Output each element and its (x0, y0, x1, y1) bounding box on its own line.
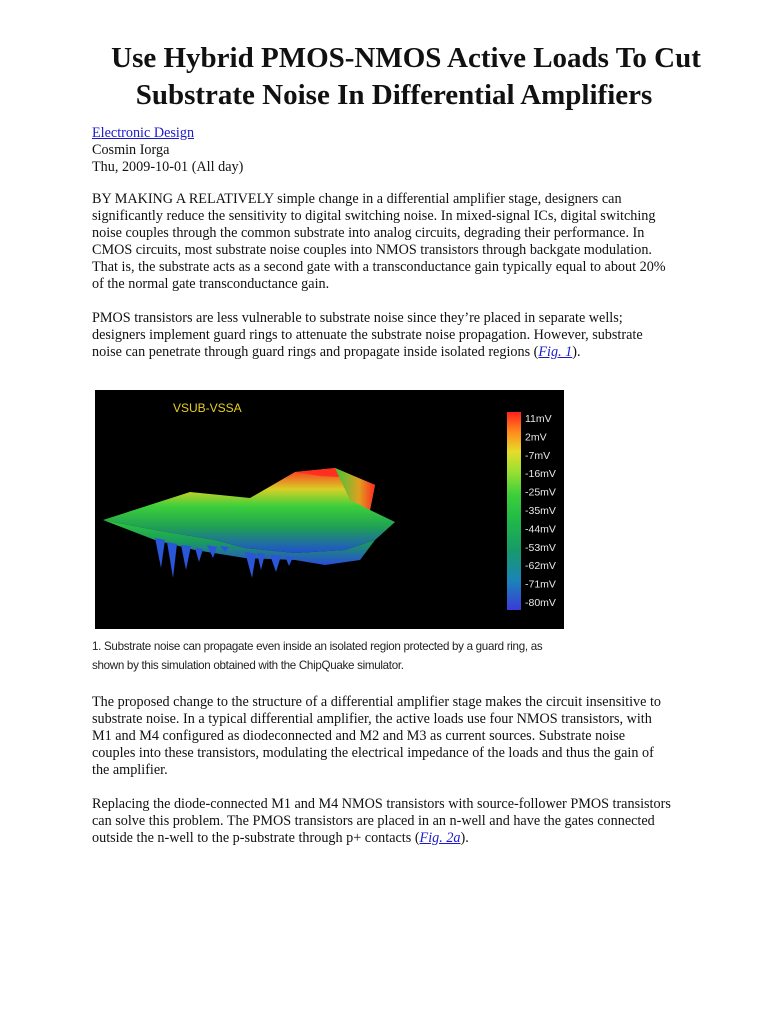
fig-2a-link[interactable]: Fig. 2a (419, 830, 461, 846)
legend-label: -44mV (525, 523, 556, 536)
paragraph-2 (92, 310, 732, 361)
color-legend (507, 412, 556, 610)
legend-label: -71mV (525, 578, 556, 591)
paragraph-4 (92, 796, 732, 847)
figure-1-image (95, 390, 564, 629)
legend-label: -80mV (525, 597, 556, 609)
legend-label: -62mV (525, 560, 556, 573)
paragraph-3: The proposed change to the structure of a differential amplifier stage makes the circuit insensitive to substrate noise. In a typical differential amplifier, the active loads use four NMOS transistors, with M1 and M4 configured as diodeconnected and M2 and M3 as current sources. Substrate noise couples into these transistors, modulating the electrical impedance of the loads and thus the gain of the amplifier. (92, 694, 662, 778)
legend-label: -53mV (525, 541, 556, 554)
article-meta (92, 125, 243, 176)
figure-1-caption: 1. Substrate noise can propagate even inside an isolated region protected by a guard ring, as shown by this simulation obtained with the ChipQuake simulator. (92, 640, 543, 672)
article-title (0, 40, 768, 114)
plot-label: VSUB-VSSA (173, 401, 242, 415)
title-line-2: Substrate Noise In Differential Amplifiers (135, 79, 653, 111)
paragraph-2-end: ). (572, 344, 581, 360)
legend-label: 11mV (525, 413, 552, 425)
legend-label: -16mV (525, 468, 556, 481)
author: Cosmin Iorga (92, 142, 170, 158)
publish-date: Thu, 2009-10-01 (All day) (92, 159, 244, 175)
paragraph-1: BY MAKING A RELATIVELY simple change in a differential amplifier stage, designers can significantly reduce the sensitivity to digital switching noise. In mixed-signal ICs, digital switching noise couples through the common substrate into analog circuits, degrading their performance. In CMOS circuits, most substrate noise couples into NMOS transistors through backgate modulation. That is, the substrate acts as a second gate with a transconductance gain typically equal to about 20% of the normal gate transconductance gain. (92, 191, 666, 292)
paragraph-4-end: ). (460, 830, 469, 846)
fig-1-link[interactable]: Fig. 1 (538, 344, 573, 360)
legend-bar (507, 412, 521, 610)
paragraph-2-text: PMOS transistors are less vulnerable to substrate noise since they’re placed in separate wells; designers implement guard rings to attenuate the substrate noise propagation. However, substrate noise can penetrate through guard rings and propagate inside isolated regions ( (92, 310, 643, 360)
legend-label: -25mV (525, 486, 556, 499)
legend-label: 2mV (525, 431, 547, 444)
substrate-noise-plot (95, 390, 564, 629)
legend-label: -7mV (525, 449, 551, 462)
legend-label: -35mV (525, 505, 556, 517)
source-link[interactable]: Electronic Design (92, 125, 195, 141)
paragraph-4-text: Replacing the diode-connected M1 and M4 NMOS transistors with source-follower PMOS transistors can solve this problem. The PMOS transistors are placed in an n-well and have the gates connected outside the n-well to the p-substrate through p+ contacts ( (92, 796, 671, 846)
title-line-1: Use Hybrid PMOS-NMOS Active Loads To Cut (111, 42, 701, 74)
